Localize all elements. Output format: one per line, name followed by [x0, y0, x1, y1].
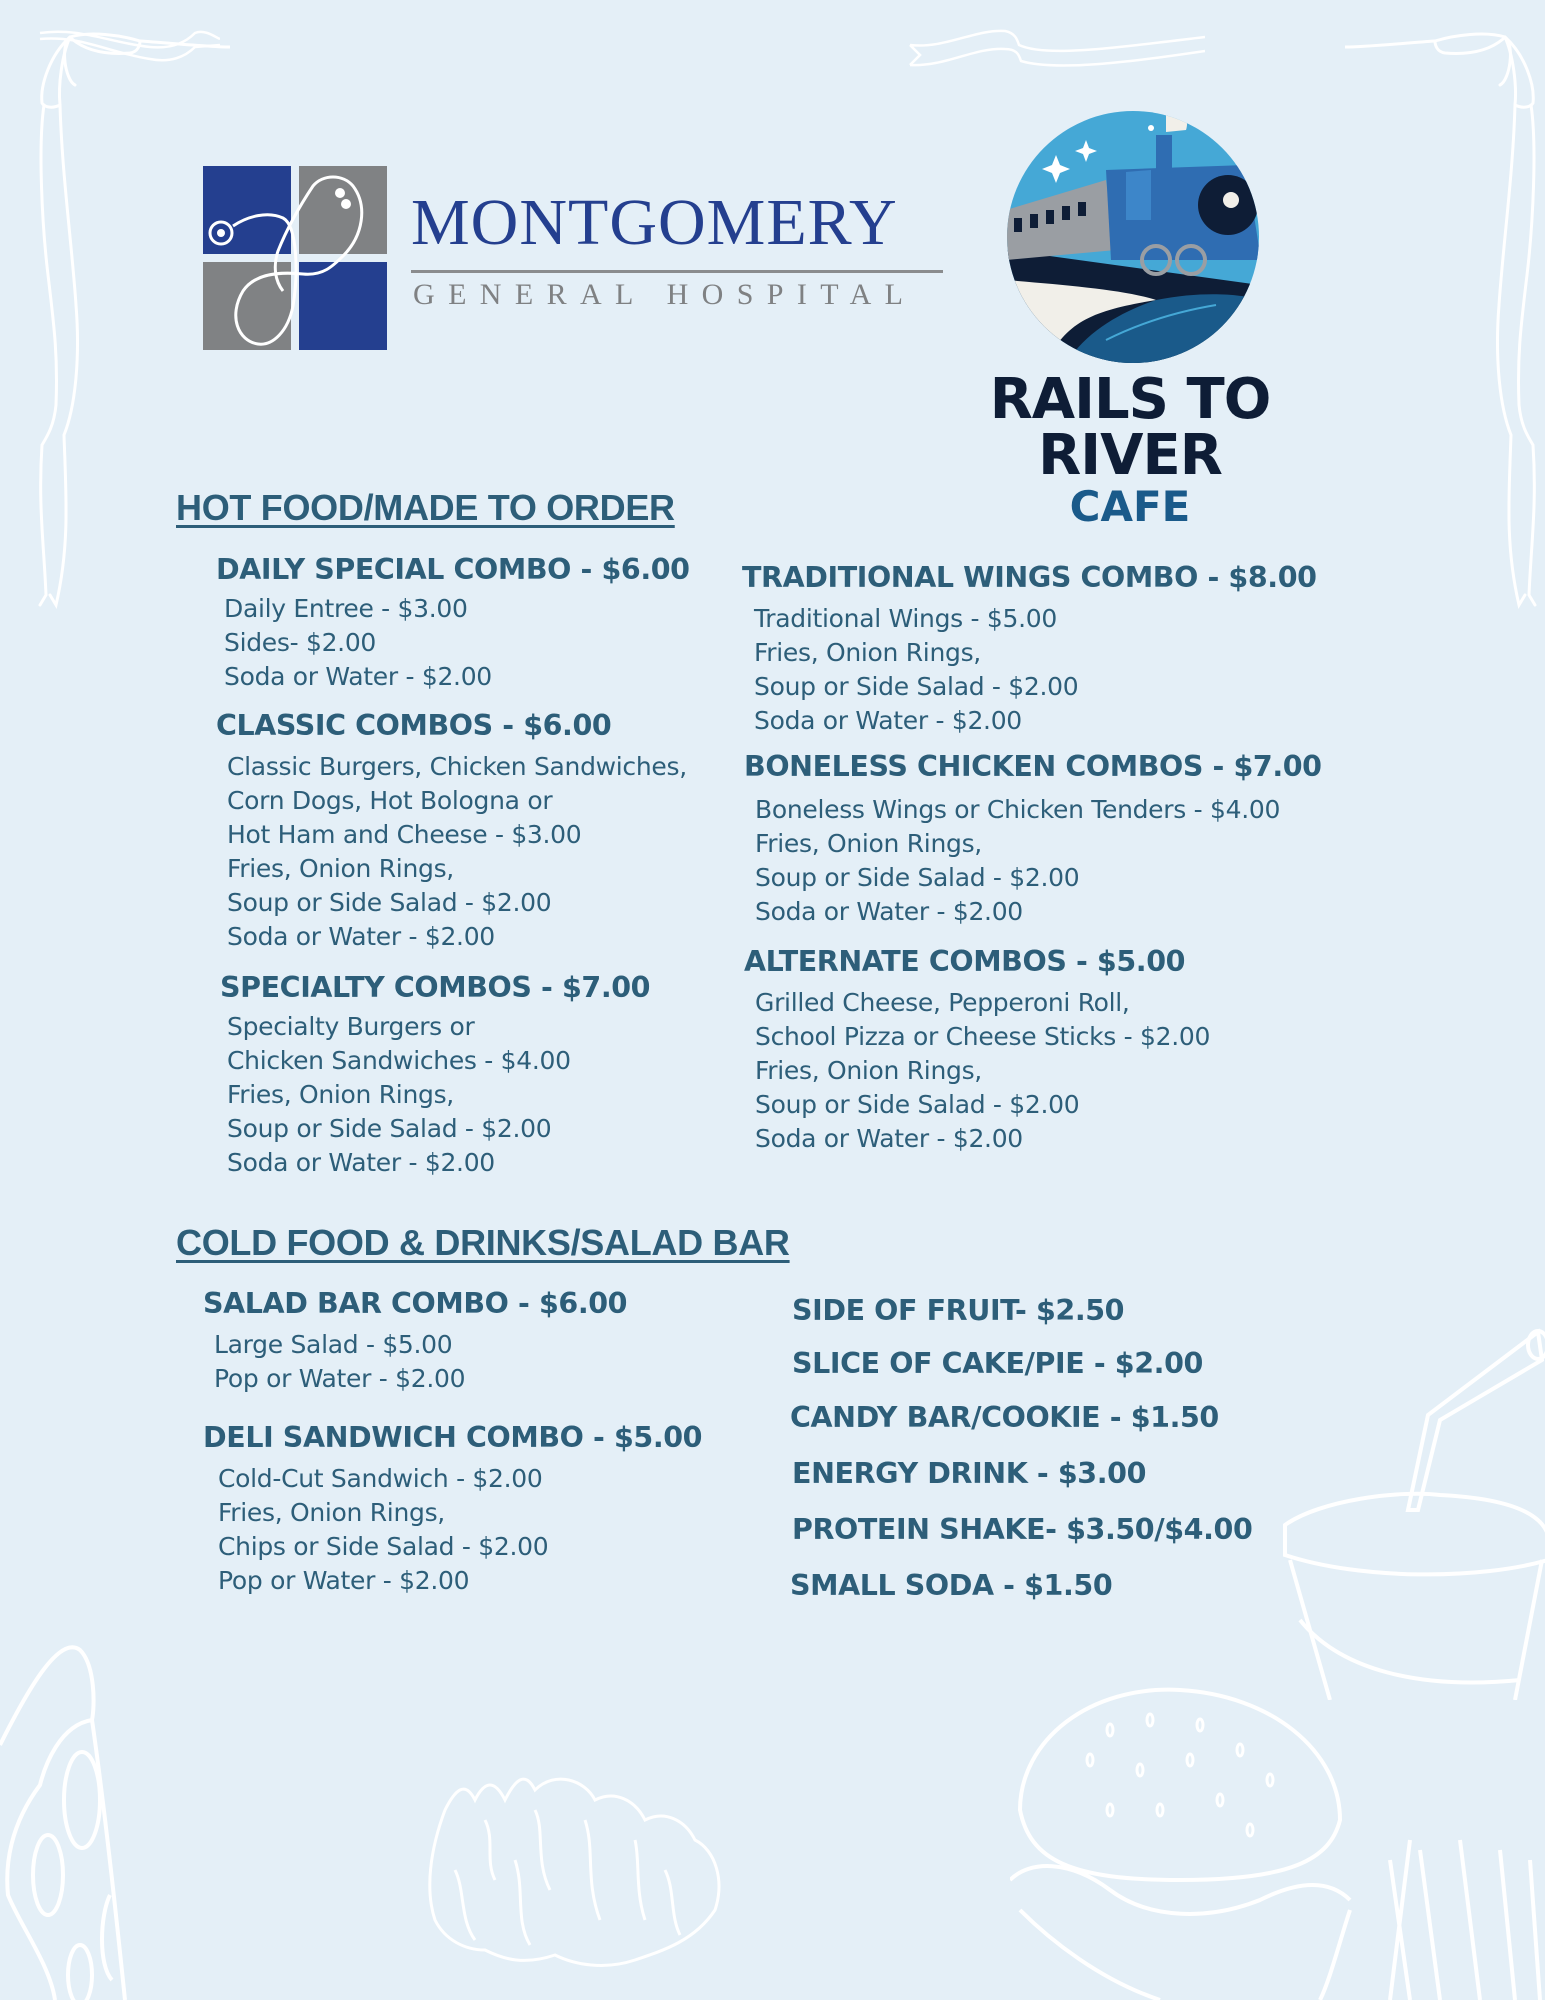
hospital-name: MONTGOMERY: [411, 186, 898, 259]
hospital-logo: [203, 166, 943, 350]
combo-line: Fries, Onion Rings,: [227, 854, 454, 883]
combo-line: Fries, Onion Rings,: [755, 829, 982, 858]
extra-item: PROTEIN SHAKE- $3.50/$4.00: [792, 1513, 1253, 1546]
cafe-name-line3: CAFE: [1069, 482, 1191, 531]
alternate-combos: [744, 944, 1210, 1156]
combo-line: Soda or Water - $2.00: [227, 922, 495, 951]
combo-line: Specialty Burgers or: [227, 1012, 475, 1041]
hospital-subtitle: GENERAL HOSPITAL: [413, 278, 917, 311]
combo-line: Soup or Side Salad - $2.00: [755, 863, 1080, 892]
cafe-wordmark: [980, 367, 1280, 531]
combo-line: Soda or Water - $2.00: [224, 662, 492, 691]
combo-line: Chips or Side Salad - $2.00: [218, 1532, 549, 1561]
combo-line: School Pizza or Cheese Sticks - $2.00: [755, 1022, 1211, 1051]
combo-line: Chicken Sandwiches - $4.00: [227, 1046, 571, 1075]
cold-food-heading: COLD FOOD & DRINKS/SALAD BAR: [176, 1222, 790, 1263]
extra-item: ENERGY DRINK - $3.00: [792, 1457, 1147, 1490]
combo-title: TRADITIONAL WINGS COMBO - $8.00: [742, 561, 1317, 594]
extra-item: SLICE OF CAKE/PIE - $2.00: [792, 1347, 1203, 1380]
ribbon-banner-left-decoration: [20, 25, 220, 75]
combo-line: Soup or Side Salad - $2.00: [754, 672, 1079, 701]
ribbon-frame-right-decoration: [1345, 25, 1545, 625]
boneless-chicken-combos: [744, 749, 1322, 929]
combo-line: Daily Entree - $3.00: [224, 594, 468, 623]
train-river-logo: [1006, 110, 1260, 364]
combo-line: Fries, Onion Rings,: [755, 1056, 982, 1085]
combo-line: Fries, Onion Rings,: [218, 1498, 445, 1527]
burger-illustration: [1010, 1680, 1545, 2000]
combo-title: BONELESS CHICKEN COMBOS - $7.00: [744, 750, 1322, 783]
hot-food-heading: HOT FOOD/MADE TO ORDER: [176, 487, 675, 528]
combo-line: Hot Ham and Cheese - $3.00: [227, 820, 582, 849]
combo-line: Pop or Water - $2.00: [218, 1566, 470, 1595]
traditional-wings-combo: [742, 560, 1317, 738]
combo-line: Soda or Water - $2.00: [227, 1148, 495, 1177]
combo-line: Boneless Wings or Chicken Tenders - $4.00: [755, 795, 1281, 824]
ribbon-frame-left-decoration: [30, 25, 230, 625]
combo-line: Classic Burgers, Chicken Sandwiches,: [227, 752, 687, 781]
combo-line: Soda or Water - $2.00: [754, 706, 1022, 735]
combo-line: Soup or Side Salad - $2.00: [227, 1114, 552, 1143]
combo-line: Sides- $2.00: [224, 628, 377, 657]
combo-line: Soup or Side Salad - $2.00: [755, 1090, 1080, 1119]
combo-title: DAILY SPECIAL COMBO - $6.00: [216, 553, 690, 586]
extra-item: SIDE OF FRUIT- $2.50: [792, 1294, 1125, 1327]
combo-title: DELI SANDWICH COMBO - $5.00: [203, 1421, 703, 1454]
hospital-divider: [411, 270, 943, 273]
ribbon-banner-right-decoration: [905, 25, 1205, 75]
cafe-name-line2: RIVER: [1038, 423, 1222, 488]
stethoscope-cross-icon: [203, 166, 387, 350]
combo-title: ALTERNATE COMBOS - $5.00: [744, 945, 1186, 978]
combo-title: CLASSIC COMBOS - $6.00: [216, 709, 612, 742]
pizza-illustration: [0, 1625, 140, 2000]
deli-sandwich-combo: [203, 1420, 702, 1598]
combo-line: Fries, Onion Rings,: [227, 1080, 454, 1109]
combo-line: Soda or Water - $2.00: [755, 897, 1023, 926]
combo-line: Corn Dogs, Hot Bologna or: [227, 786, 553, 815]
combo-title: SALAD BAR COMBO - $6.00: [203, 1287, 628, 1320]
combo-line: Large Salad - $5.00: [214, 1330, 453, 1359]
combo-line: Fries, Onion Rings,: [754, 638, 981, 667]
extra-item: SMALL SODA - $1.50: [790, 1569, 1113, 1602]
combo-line: Cold-Cut Sandwich - $2.00: [218, 1464, 543, 1493]
combo-line: Traditional Wings - $5.00: [754, 604, 1057, 633]
combo-line: Grilled Cheese, Pepperoni Roll,: [755, 988, 1130, 1017]
extra-item: CANDY BAR/COOKIE - $1.50: [790, 1401, 1219, 1434]
combo-line: Pop or Water - $2.00: [214, 1364, 466, 1393]
specialty-combos: [220, 970, 650, 1180]
classic-combos: [216, 708, 687, 954]
lettuce-illustration: [385, 1750, 925, 1980]
combo-line: Soup or Side Salad - $2.00: [227, 888, 552, 917]
drink-cup-illustration: [1280, 1320, 1545, 1700]
salad-bar-combo: [203, 1286, 627, 1396]
combo-title: SPECIALTY COMBOS - $7.00: [220, 971, 651, 1004]
daily-special-combo: [216, 552, 690, 694]
cafe-name-line1: RAILS TO: [989, 367, 1271, 432]
combo-line: Soda or Water - $2.00: [755, 1124, 1023, 1153]
